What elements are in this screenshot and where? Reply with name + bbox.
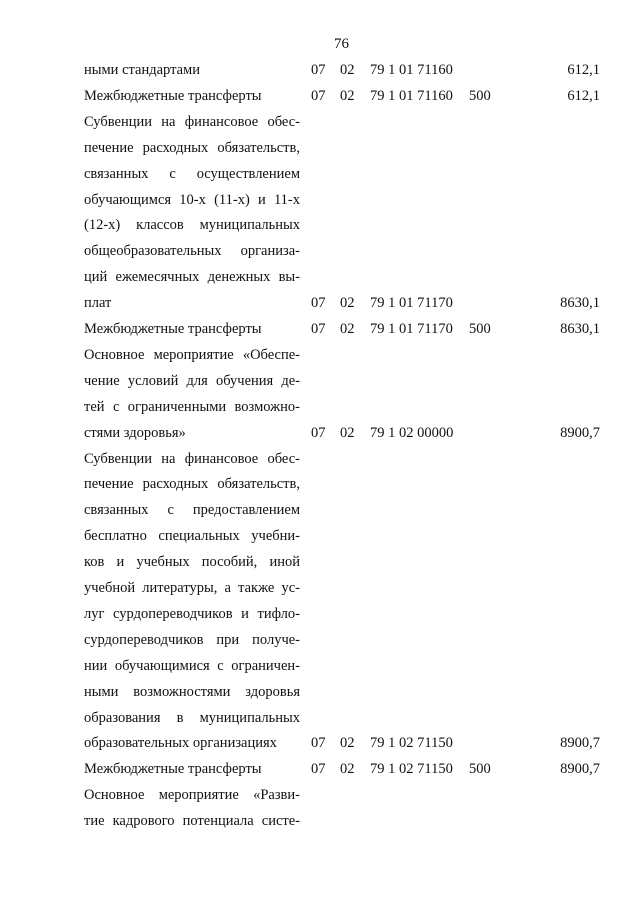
row-description: учебной литературы, а также ус- — [84, 580, 300, 596]
table-row — [0, 59, 640, 81]
target-item-code: 79 1 01 71160 — [370, 87, 453, 104]
section-code: 07 — [311, 87, 326, 104]
table-row — [0, 707, 640, 729]
row-description: ций ежемесячных денежных вы- — [84, 269, 300, 286]
target-item-code: 79 1 02 71150 — [370, 735, 453, 752]
amount: 8630,1 — [560, 321, 600, 337]
row-description: образовательных организациях — [84, 735, 277, 752]
row-description: Субвенции на финансовое обес- — [84, 113, 300, 130]
row-description: Межбюджетные трансферты — [84, 87, 262, 104]
table-row — [0, 396, 640, 418]
row-description: Основное мероприятие «Разви- — [84, 787, 300, 804]
table-row — [0, 810, 640, 832]
table-row — [0, 525, 640, 547]
subsection-code: 02 — [340, 321, 355, 337]
table-row — [0, 422, 640, 444]
row-description: образования в муниципальных — [84, 709, 300, 726]
section-code: 07 — [311, 761, 326, 778]
row-description: ными стандартами — [84, 62, 200, 78]
section-code: 07 — [311, 321, 326, 337]
subsection-code: 02 — [340, 761, 355, 778]
row-description: Субвенции на финансовое обес- — [84, 450, 300, 467]
table-row — [0, 473, 640, 495]
table-row — [0, 292, 640, 314]
table-row — [0, 266, 640, 288]
table-row — [0, 551, 640, 573]
row-description: сурдопереводчиков при получе- — [84, 631, 300, 648]
row-description: стями здоровья» — [84, 424, 186, 441]
row-description: печение расходных обязательств, — [84, 476, 300, 493]
table-row — [0, 577, 640, 599]
subsection-code: 02 — [340, 424, 355, 441]
row-description: связанных с осуществлением — [84, 165, 300, 182]
table-row — [0, 318, 640, 340]
row-description: тие кадрового потенциала систе- — [84, 813, 300, 830]
subsection-code: 02 — [340, 62, 355, 78]
table-row — [0, 214, 640, 236]
section-code: 07 — [311, 424, 326, 441]
table-row — [0, 499, 640, 521]
table-row — [0, 655, 640, 677]
section-code: 07 — [311, 735, 326, 752]
row-description: Межбюджетные трансферты — [84, 321, 262, 337]
table-row — [0, 85, 640, 107]
expense-type-code: 500 — [469, 321, 491, 337]
row-description: Основное мероприятие «Обеспе- — [84, 346, 300, 363]
table-row — [0, 629, 640, 651]
table-row — [0, 370, 640, 392]
table-row — [0, 603, 640, 625]
row-description: луг сурдопереводчиков и тифло- — [84, 605, 300, 622]
row-description: обучающимся 10-х (11-х) и 11-х — [84, 191, 300, 208]
row-description: тей с ограниченными возможно- — [84, 398, 300, 415]
table-row — [0, 681, 640, 703]
row-description: бесплатно специальных учебни- — [84, 528, 300, 545]
table-row — [0, 111, 640, 133]
table-row — [0, 137, 640, 159]
row-description: печение расходных обязательств, — [84, 139, 300, 156]
expense-type-code: 500 — [469, 87, 491, 104]
expense-type-code: 500 — [469, 761, 491, 778]
table-row — [0, 758, 640, 780]
row-description: нии обучающимися с ограничен- — [84, 657, 300, 674]
subsection-code: 02 — [340, 87, 355, 104]
target-item-code: 79 1 01 71170 — [370, 295, 453, 312]
section-code: 07 — [311, 295, 326, 312]
amount: 8900,7 — [560, 424, 600, 441]
row-description: общеобразовательных организа- — [84, 243, 300, 260]
target-item-code: 79 1 01 71160 — [370, 62, 453, 78]
target-item-code: 79 1 02 71150 — [370, 761, 453, 778]
row-description: ков и учебных пособий, иной — [84, 554, 300, 571]
table-row — [0, 732, 640, 754]
amount: 8900,7 — [560, 735, 600, 752]
table-row — [0, 344, 640, 366]
subsection-code: 02 — [340, 735, 355, 752]
row-description: связанных с предоставлением — [84, 502, 300, 519]
table-row — [0, 189, 640, 211]
table-row — [0, 163, 640, 185]
row-description: плат — [84, 295, 112, 312]
table-row — [0, 448, 640, 470]
target-item-code: 79 1 02 00000 — [370, 424, 454, 441]
amount: 612,1 — [567, 87, 600, 104]
target-item-code: 79 1 01 71170 — [370, 321, 453, 337]
page-number: 76 — [334, 36, 349, 52]
row-description: Межбюджетные трансферты — [84, 761, 262, 778]
amount: 8900,7 — [560, 761, 600, 778]
table-row — [0, 784, 640, 806]
row-description: ными возможностями здоровья — [84, 683, 300, 700]
amount: 612,1 — [567, 62, 600, 78]
section-code: 07 — [311, 62, 326, 78]
table-row — [0, 240, 640, 262]
row-description: чение условий для обучения де- — [84, 372, 300, 389]
subsection-code: 02 — [340, 295, 355, 312]
amount: 8630,1 — [560, 295, 600, 312]
row-description: (12-х) классов муниципальных — [84, 217, 300, 234]
